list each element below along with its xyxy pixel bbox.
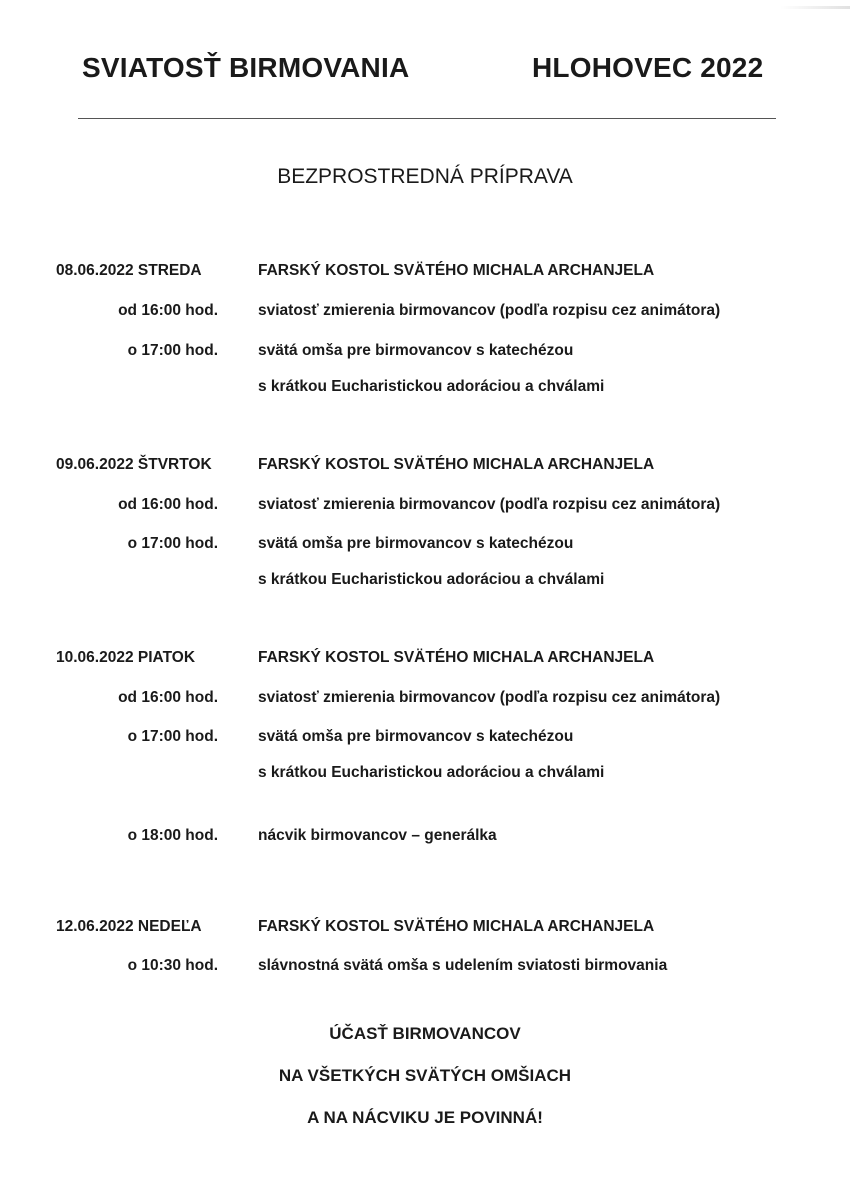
schedule-place: FARSKÝ KOSTOL SVÄTÉHO MICHALA ARCHANJELA: [258, 649, 655, 666]
schedule-date: 10.06.2022 PIATOK: [56, 649, 196, 666]
schedule-row: [0, 378, 850, 400]
schedule-time: o 17:00 hod.: [127, 728, 218, 745]
schedule-time: od 16:00 hod.: [118, 689, 218, 706]
document-place-year: HLOHOVEC 2022: [532, 52, 764, 83]
schedule-row: [0, 342, 850, 364]
schedule-row: [0, 728, 850, 750]
scan-edge-mark: [780, 6, 850, 9]
schedule-time: od 16:00 hod.: [118, 302, 218, 319]
schedule-row: [0, 302, 850, 324]
schedule-place: FARSKÝ KOSTOL SVÄTÉHO MICHALA ARCHANJELA: [258, 262, 655, 279]
schedule-place: FARSKÝ KOSTOL SVÄTÉHO MICHALA ARCHANJELA: [258, 456, 655, 473]
schedule-time: o 18:00 hod.: [127, 827, 218, 844]
schedule-day-header: [0, 262, 850, 284]
schedule-row: [0, 827, 850, 849]
schedule-text: svätá omša pre birmovancov s katechézou: [258, 728, 574, 745]
schedule-time: o 17:00 hod.: [127, 342, 218, 359]
notice-line: A NA NÁCVIKU JE POVINNÁ!: [307, 1108, 543, 1127]
schedule-text: nácvik birmovancov – generálka: [258, 827, 497, 844]
schedule-row: [0, 496, 850, 518]
document-title: SVIATOSŤ BIRMOVANIA: [82, 52, 410, 83]
schedule-time: o 10:30 hod.: [127, 957, 218, 974]
schedule-text: sviatosť zmierenia birmovancov (podľa rozpisu cez animátora): [258, 689, 721, 706]
schedule-time: o 17:00 hod.: [127, 535, 218, 552]
schedule-date: 12.06.2022 NEDEĽA: [56, 918, 202, 935]
schedule-row: [0, 957, 850, 979]
schedule-text: s krátkou Eucharistickou adoráciou a chválami: [258, 378, 605, 395]
notice-line: ÚČASŤ BIRMOVANCOV: [329, 1024, 521, 1043]
schedule-row: [0, 571, 850, 593]
section-title: BEZPROSTREDNÁ PRÍPRAVA: [277, 165, 573, 188]
notice-line: NA VŠETKÝCH SVÄTÝCH OMŠIACH: [278, 1066, 572, 1085]
schedule-text: svätá omša pre birmovancov s katechézou: [258, 535, 574, 552]
schedule-row: [0, 689, 850, 711]
schedule-day-header: [0, 456, 850, 478]
schedule-date: 08.06.2022 STREDA: [56, 262, 202, 279]
schedule-row: [0, 764, 850, 786]
schedule-day-header: [0, 918, 850, 940]
schedule-row: [0, 535, 850, 557]
schedule-place: FARSKÝ KOSTOL SVÄTÉHO MICHALA ARCHANJELA: [258, 918, 655, 935]
schedule-text: svätá omša pre birmovancov s katechézou: [258, 342, 574, 359]
schedule-day-header: [0, 649, 850, 671]
schedule-text: s krátkou Eucharistickou adoráciou a chválami: [258, 571, 605, 588]
schedule-date: 09.06.2022 ŠTVRTOK: [56, 456, 212, 473]
schedule-text: s krátkou Eucharistickou adoráciou a chválami: [258, 764, 605, 781]
schedule-time: od 16:00 hod.: [118, 496, 218, 513]
schedule-text: slávnostná svätá omša s udelením sviatosti birmovania: [258, 957, 668, 974]
schedule-text: sviatosť zmierenia birmovancov (podľa rozpisu cez animátora): [258, 496, 721, 513]
schedule-text: sviatosť zmierenia birmovancov (podľa rozpisu cez animátora): [258, 302, 721, 319]
header-divider: [78, 118, 776, 119]
